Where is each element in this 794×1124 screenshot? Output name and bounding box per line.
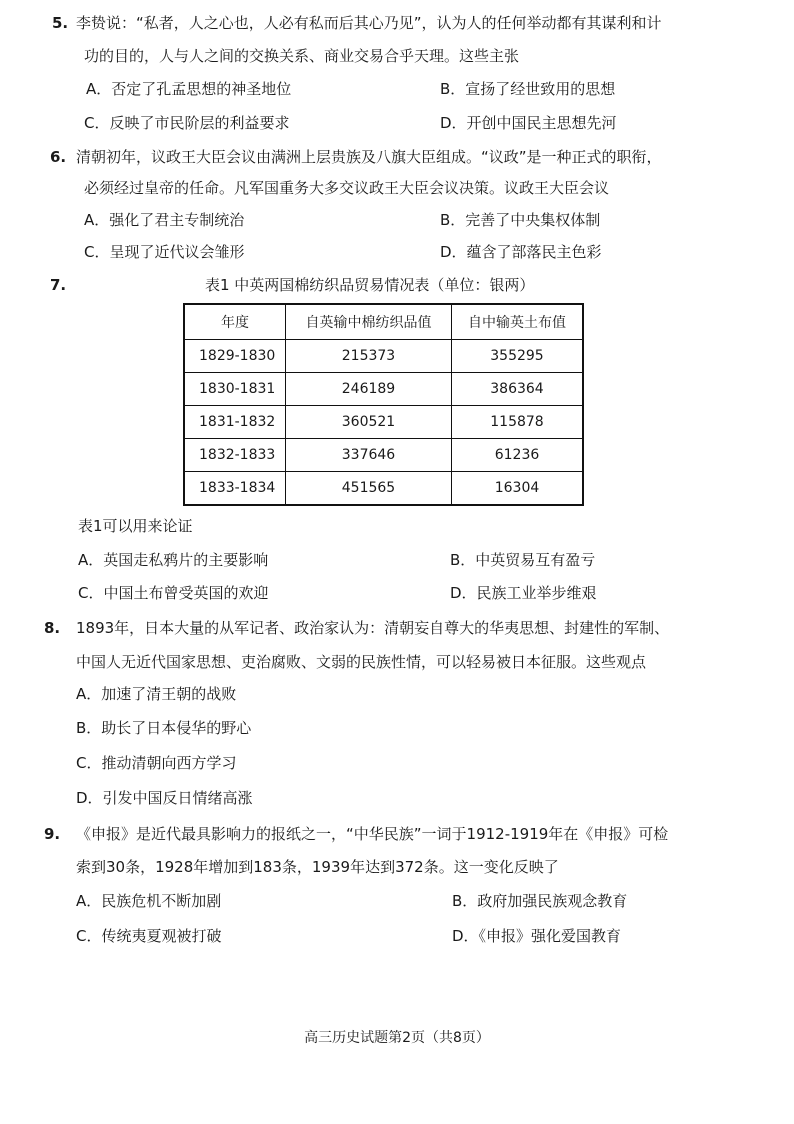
table-cell-value: 16304 <box>452 472 584 506</box>
option-d: D．蕴含了部落民主色彩 <box>440 243 602 261</box>
question-number: 8. <box>44 619 61 637</box>
question-number: 9. <box>44 825 61 843</box>
table-header-cell: 自英输中棉纺织品值 <box>286 304 452 340</box>
option-a: A．强化了君主专制统治 <box>84 211 245 229</box>
table-cell-value: 360521 <box>286 406 452 439</box>
table-cell-value: 115878 <box>452 406 584 439</box>
table-cell-value: 386364 <box>452 373 584 406</box>
table-cell-value: 61236 <box>452 439 584 472</box>
question-number: 5. <box>52 14 69 32</box>
question-stem-line: 清朝初年，议政王大臣会议由满洲上层贵族及八旗大臣组成。“议政”是一种正式的职衔， <box>76 148 662 166</box>
option-b: B．中英贸易互有盈亏 <box>450 551 596 569</box>
option-d: D．民族工业举步维艰 <box>450 584 597 602</box>
option-b: B．宣扬了经世致用的思想 <box>440 80 616 98</box>
question-stem-line: 李贽说：“私者，人之心也，人必有私而后其心乃见”，认为人的任何举动都有其谋利和计 <box>76 14 662 32</box>
question-stem-line: 表1可以用来论证 <box>78 517 193 535</box>
table-row <box>184 340 583 373</box>
question-stem-line: 必须经过皇帝的任命。凡军国重务大多交议政王大臣会议决策。议政王大臣会议 <box>84 179 610 197</box>
option-a: A．加速了清王朝的战败 <box>76 685 237 703</box>
table-row <box>184 439 583 472</box>
option-a: A．民族危机不断加剧 <box>76 892 222 910</box>
table-cell-value: 451565 <box>286 472 452 506</box>
table-caption: 表1 中英两国棉纺织品贸易情况表（单位：银两） <box>205 276 535 294</box>
option-a: A．否定了孔孟思想的神圣地位 <box>86 80 292 98</box>
question-number: 6. <box>50 148 67 166</box>
question-stem-line: 索到30条，1928年增加到183条，1939年达到372条。这一变化反映了 <box>76 858 559 876</box>
option-d: D．《申报》强化爱国教育 <box>452 927 622 945</box>
table-cell-value: 246189 <box>286 373 452 406</box>
option-c: C．推动清朝向西方学习 <box>76 754 237 772</box>
table-cell-year: 1831-1832 <box>184 406 286 439</box>
table-header-row <box>184 304 583 340</box>
option-c: C．传统夷夏观被打破 <box>76 927 222 945</box>
table-header-cell: 年度 <box>184 304 286 340</box>
page-footer: 高三历史试题第2页（共8页） <box>304 1030 490 1046</box>
table-row <box>184 373 583 406</box>
table-cell-year: 1833-1834 <box>184 472 286 506</box>
option-b: B．政府加强民族观念教育 <box>452 892 628 910</box>
option-d: D．开创中国民主思想先河 <box>440 114 617 132</box>
question-stem-line: 功的目的，人与人之间的交换关系、商业交易合乎天理。这些主张 <box>84 47 520 65</box>
question-stem-line: 《申报》是近代最具影响力的报纸之一，“中华民族”一词于1912-1919年在《申报》可检 <box>76 825 669 843</box>
option-c: C．中国土布曾受英国的欢迎 <box>78 584 269 602</box>
option-c: C．呈现了近代议会雏形 <box>84 243 245 261</box>
table-cell-year: 1832-1833 <box>184 439 286 472</box>
table-row <box>184 472 583 506</box>
question-stem-line: 中国人无近代国家思想、吏治腐败、文弱的民族性情，可以轻易被日本征服。这些观点 <box>76 653 647 671</box>
table-header-cell: 自中输英土布值 <box>452 304 584 340</box>
option-c: C．反映了市民阶层的利益要求 <box>84 114 290 132</box>
question-number: 7. <box>50 276 67 294</box>
trade-table <box>183 303 584 506</box>
option-d: D．引发中国反日情绪高涨 <box>76 789 253 807</box>
table-cell-value: 355295 <box>452 340 584 373</box>
table-cell-year: 1829-1830 <box>184 340 286 373</box>
table-cell-value: 337646 <box>286 439 452 472</box>
option-b: B．完善了中央集权体制 <box>440 211 601 229</box>
question-stem-line: 1893年，日本大量的从军记者、政治家认为：清朝妄自尊大的华夷思想、封建性的军制、 <box>76 619 670 637</box>
option-b: B．助长了日本侵华的野心 <box>76 719 252 737</box>
option-a: A．英国走私鸦片的主要影响 <box>78 551 269 569</box>
table-cell-year: 1830-1831 <box>184 373 286 406</box>
table-row <box>184 406 583 439</box>
table-cell-value: 215373 <box>286 340 452 373</box>
